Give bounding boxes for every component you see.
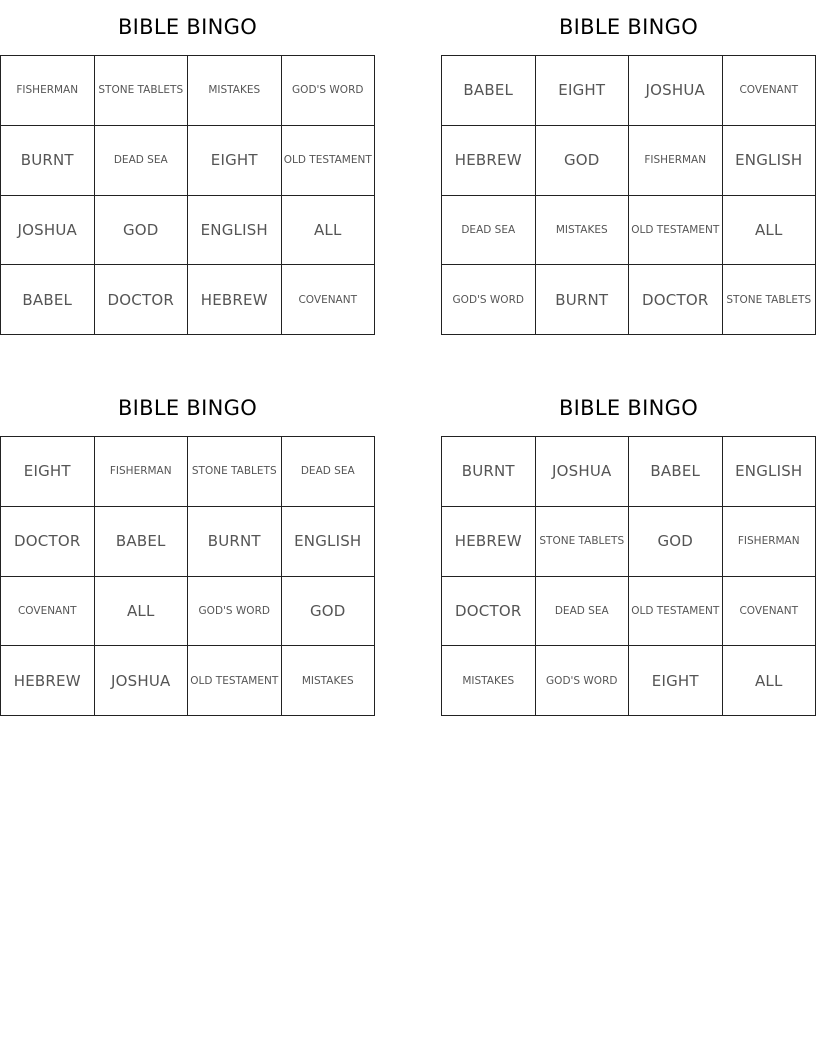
bingo-cell: COVENANT: [723, 56, 816, 126]
bingo-cell: BURNT: [536, 265, 630, 335]
bingo-cell: BURNT: [1, 126, 95, 196]
bingo-cell: OLD TESTAMENT: [629, 577, 723, 647]
bingo-cell: DOCTOR: [629, 265, 723, 335]
bingo-cell: GOD: [536, 126, 630, 196]
bingo-cell: MISTAKES: [188, 56, 282, 126]
bingo-cell: BABEL: [442, 56, 536, 126]
bingo-cell: EIGHT: [1, 437, 95, 507]
bingo-cell: COVENANT: [282, 265, 376, 335]
bingo-cell: STONE TABLETS: [188, 437, 282, 507]
bingo-cell: DOCTOR: [1, 507, 95, 577]
bingo-cell: ALL: [282, 196, 376, 266]
bingo-cell: BURNT: [188, 507, 282, 577]
bingo-grid: [441, 436, 816, 716]
bingo-cell: STONE TABLETS: [723, 265, 816, 335]
bingo-cell: GOD'S WORD: [282, 56, 376, 126]
bingo-cell: MISTAKES: [442, 646, 536, 716]
bingo-cell: FISHERMAN: [629, 126, 723, 196]
bingo-cell: FISHERMAN: [723, 507, 816, 577]
bingo-cell: ALL: [723, 196, 816, 266]
bingo-cell: OLD TESTAMENT: [629, 196, 723, 266]
card-title: BIBLE BINGO: [558, 396, 699, 420]
bingo-cell: GOD'S WORD: [442, 265, 536, 335]
bingo-cell: MISTAKES: [536, 196, 630, 266]
bingo-cell: STONE TABLETS: [536, 507, 630, 577]
bingo-cell: JOSHUA: [536, 437, 630, 507]
bingo-cell: JOSHUA: [1, 196, 95, 266]
bingo-grid: [0, 55, 375, 335]
bingo-cell: GOD'S WORD: [536, 646, 630, 716]
bingo-cell: HEBREW: [442, 126, 536, 196]
bingo-cell: EIGHT: [188, 126, 282, 196]
card-title: BIBLE BINGO: [558, 15, 699, 39]
bingo-cell: GOD'S WORD: [188, 577, 282, 647]
bingo-cell: DOCTOR: [95, 265, 189, 335]
bingo-cell: EIGHT: [629, 646, 723, 716]
bingo-cell: BABEL: [1, 265, 95, 335]
bingo-cell: ALL: [723, 646, 816, 716]
bingo-cell: GOD: [95, 196, 189, 266]
bingo-cell: JOSHUA: [95, 646, 189, 716]
bingo-cell: DEAD SEA: [282, 437, 376, 507]
bingo-cell: ENGLISH: [188, 196, 282, 266]
bingo-cell: STONE TABLETS: [95, 56, 189, 126]
card-title: BIBLE BINGO: [117, 15, 258, 39]
bingo-cell: BABEL: [629, 437, 723, 507]
bingo-cell: COVENANT: [723, 577, 816, 647]
bingo-cell: ENGLISH: [723, 126, 816, 196]
bingo-cell: DEAD SEA: [536, 577, 630, 647]
bingo-cell: ALL: [95, 577, 189, 647]
card-title: BIBLE BINGO: [117, 396, 258, 420]
bingo-cell: FISHERMAN: [1, 56, 95, 126]
bingo-cell: MISTAKES: [282, 646, 376, 716]
bingo-cell: FISHERMAN: [95, 437, 189, 507]
bingo-cell: OLD TESTAMENT: [282, 126, 376, 196]
bingo-cell: EIGHT: [536, 56, 630, 126]
bingo-cell: JOSHUA: [629, 56, 723, 126]
bingo-cell: ENGLISH: [723, 437, 816, 507]
bingo-cell: BURNT: [442, 437, 536, 507]
bingo-cell: BABEL: [95, 507, 189, 577]
bingo-cell: DOCTOR: [442, 577, 536, 647]
bingo-cell: COVENANT: [1, 577, 95, 647]
bingo-cell: HEBREW: [442, 507, 536, 577]
bingo-cell: GOD: [629, 507, 723, 577]
bingo-cell: DEAD SEA: [95, 126, 189, 196]
bingo-grid: [441, 55, 816, 335]
bingo-cell: GOD: [282, 577, 376, 647]
bingo-cell: ENGLISH: [282, 507, 376, 577]
bingo-cell: HEBREW: [1, 646, 95, 716]
bingo-cell: DEAD SEA: [442, 196, 536, 266]
bingo-grid: [0, 436, 375, 716]
bingo-cell: OLD TESTAMENT: [188, 646, 282, 716]
bingo-cell: HEBREW: [188, 265, 282, 335]
